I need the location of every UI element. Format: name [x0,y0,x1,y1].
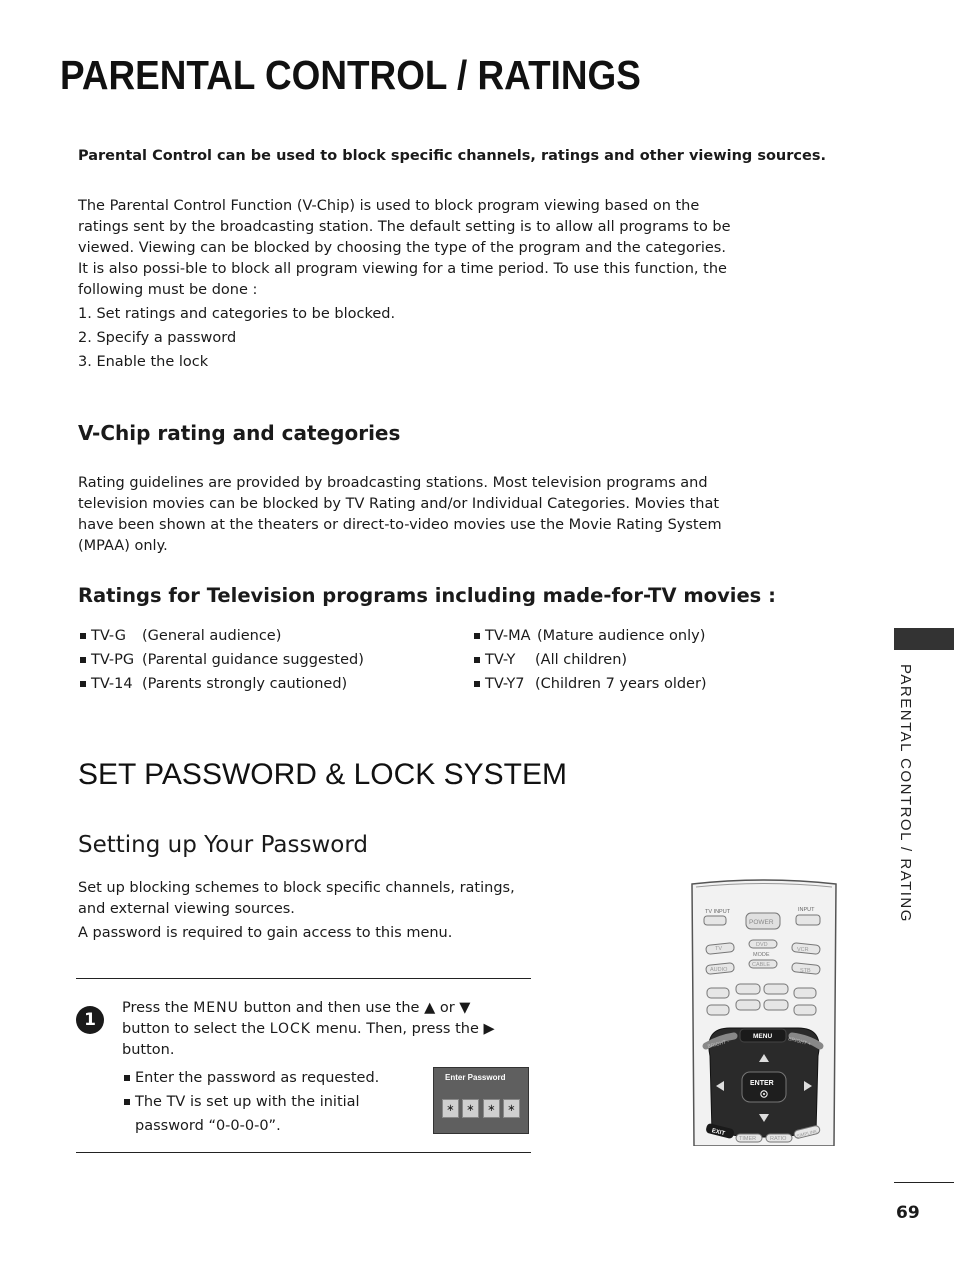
remote-tv-input-label: TV INPUT [705,909,731,915]
remote-bright-minus-label: BRIGHT - [707,1038,730,1050]
remote-vcr-label: VCR [797,947,809,953]
remote-mode-label: MODE [753,952,770,958]
record-button [794,988,816,998]
remote-timer-label: TIMER [739,1136,757,1142]
lock-section-title: SET PASSWORD & LOCK SYSTEM [78,758,567,791]
osd-title: Enter Password [445,1073,506,1082]
remote-enter-label: ENTER [750,1080,774,1087]
divider [76,978,531,979]
rewind-button [736,1000,760,1010]
remote-menu-label: MENU [753,1033,773,1040]
tv-ratings-right [474,624,707,696]
tv-ratings-left [80,624,364,696]
enter-password-osd [433,1067,529,1134]
rating-item: TV-G (General audience) [80,624,364,648]
intro-body: The Parental Control Function (V-Chip) is used to block program viewing based on the ratings sent by the broadcasting station. The default setting is to allow all programs to be viewed. Viewing can be blocked by choosing the type of the program and the categories. It is also possi-ble to block all program viewing for a time period. To use this function, the following must be done : [78,198,731,298]
remote-ratio-label: RATIO [770,1136,787,1142]
remote-input-label: INPUT [798,907,815,913]
stop-button [707,988,729,998]
step-number-badge: 1 [76,1006,104,1034]
password-digit-field[interactable]: ∗ [483,1099,500,1118]
step-instruction: Press the MENU button and then use the ▲ or ▼ button to select the LOCK menu. Then, press the ▶ button. [122,1000,495,1058]
tv-input-button [704,916,726,925]
page-title: PARENTAL CONTROL / RATINGS [60,52,641,98]
side-section-label: PARENTAL CONTROL / RATING [897,664,914,923]
section-tab [894,628,954,650]
page-number: 69 [896,1203,920,1223]
password-note: A password is required to gain access to this menu. [78,925,453,941]
remote-stb-label: STB [800,968,811,974]
remote-dvd-label: DVD [756,942,768,948]
vchip-body: Rating guidelines are provided by broadcasting stations. Most television programs and television movies can be blocked by TV Rating and/or Individual Categories. Movies that have been shown at the theaters or direct-to-video movies use the Movie Rating System (MPAA) only. [78,475,722,554]
input-button [796,915,820,925]
intro-steps [78,302,395,374]
page-number-rule [894,1182,954,1183]
fast-forward-button [764,1000,788,1010]
password-digit-field[interactable]: ∗ [462,1099,479,1118]
remote-cable-label: CABLE [752,962,771,968]
divider [76,1152,531,1153]
skip-back-button [707,1005,729,1015]
intro-lead: Parental Control can be used to block specific channels, ratings and other viewing sources. [78,148,826,164]
rating-item: TV-MA (Mature audience only) [474,624,707,648]
intro-step: 3. Enable the lock [78,354,209,370]
tv-ratings-heading: Ratings for Television programs including made-for-TV movies : [78,584,776,607]
rating-item: TV-PG (Parental guidance suggested) [80,648,364,672]
skip-forward-button [794,1005,816,1015]
note-item: The TV is set up with the initial password “0-0-0-0”. [124,1090,364,1138]
pause-button [764,984,788,994]
remote-control-illustration [690,878,838,1146]
remote-exit-label: EXIT [711,1128,726,1138]
password-heading: Setting up Your Password [78,832,368,858]
vchip-heading: V-Chip rating and categories [78,421,401,445]
lock-keyword: LOCK [269,1021,311,1037]
menu-keyword: MENU [193,1000,239,1016]
remote-tv-label: TV [715,946,723,952]
remote-bright-plus-label: BRIGHT + [787,1036,812,1048]
remote-simplink-label: SIMPLINK [796,1128,818,1139]
down-arrow-icon: ▼ [459,1000,471,1016]
password-digit-field[interactable]: ∗ [442,1099,459,1118]
intro-step: 2. Specify a password [78,330,237,346]
up-arrow-icon: ▲ [424,1000,436,1016]
intro-step: 1. Set ratings and categories to be blocked. [78,306,396,322]
rating-item: TV-14 (Parents strongly cautioned) [80,672,364,696]
play-button [736,984,760,994]
remote-power-label: POWER [749,919,774,926]
rating-item: TV-Y7 (Children 7 years older) [474,672,707,696]
note-item: Enter the password as requested. [124,1066,379,1090]
step-notes [124,1066,379,1138]
password-body: Set up blocking schemes to block specific channels, ratings, and external viewing sources. [78,880,515,917]
right-arrow-icon: ▶ [483,1021,495,1037]
password-digit-field[interactable]: ∗ [503,1099,520,1118]
rating-item: TV-Y (All children) [474,648,707,672]
remote-audio-label: AUDIO [710,967,728,973]
